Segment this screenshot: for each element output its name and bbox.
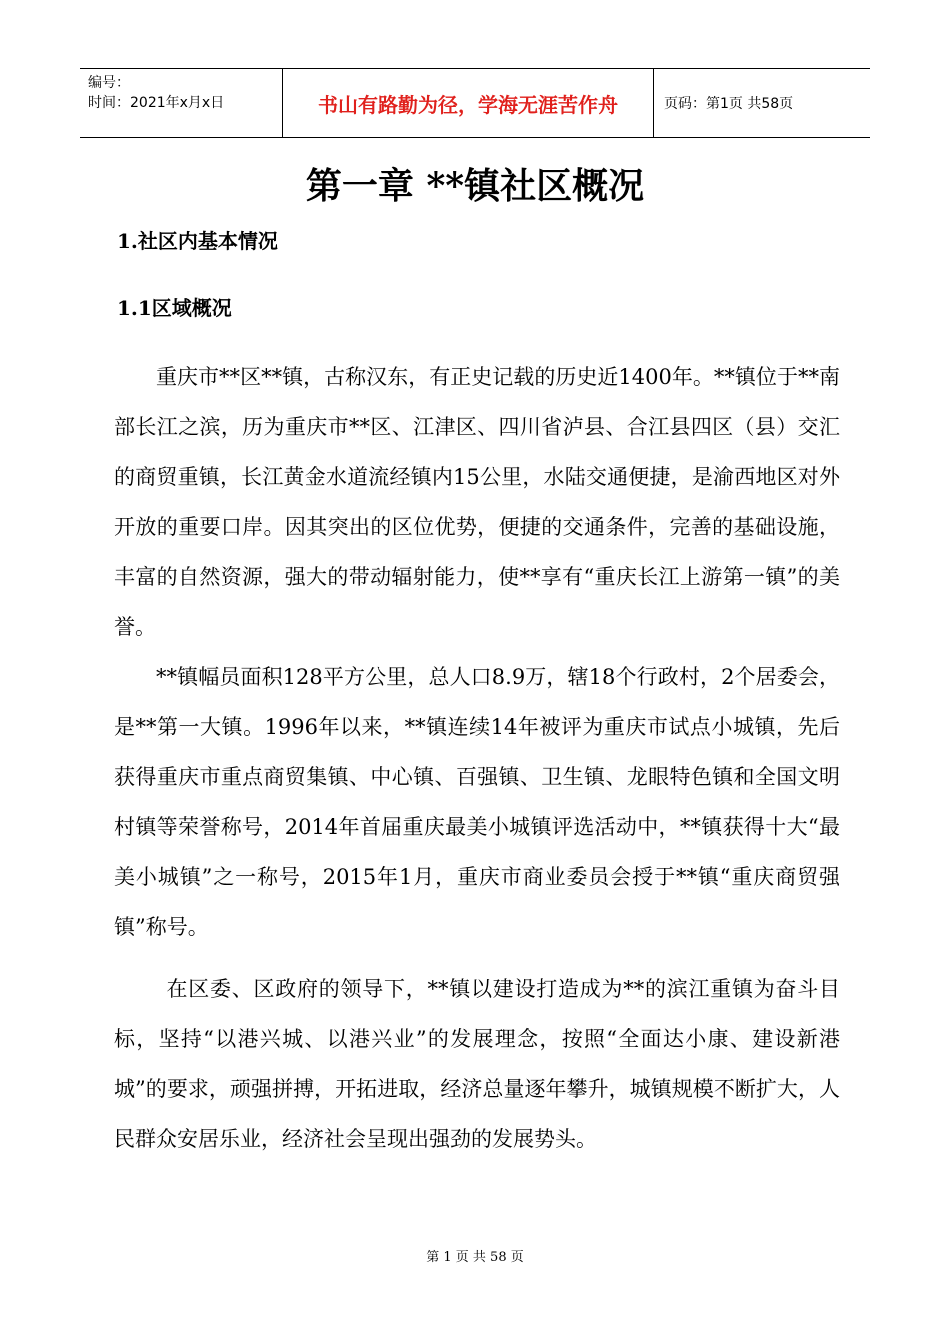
page-footer: 第 1 页 共 58 页: [426, 1250, 524, 1265]
body-paragraph: 重庆市**区**镇，古称汉东，有正史记载的历史近1400年。**镇位于**南部长江之滨，历为重庆市**区、江津区、四川省泸县、合江县四区（县）交汇的商贸重镇，长江黄金水道流经镇内15公里，水陆交通便捷，是渝西地区对外开放的重要口岸。因其突出的区位优势，便捷的交通条件，完善的基础设施，丰富的自然资源，强大的带动辐射能力，使**享有“重庆长江上游第一镇”的美誉。: [114, 365, 840, 639]
document-body: [114, 352, 840, 1164]
chapter-title: 第一章 **镇社区概况: [305, 165, 645, 207]
document-number-label: 编号：: [88, 75, 130, 91]
section-heading-1: 1.社区内基本情况: [117, 229, 278, 253]
document-date-label: 时间：2021年x月x日: [88, 95, 225, 111]
header-page-info: 页码：第1页 共58页: [664, 96, 794, 112]
document-header: [80, 68, 870, 138]
section-heading-1-1: 1.1区域概况: [117, 296, 232, 320]
header-motto: 书山有路勤为径，学海无涯苦作舟: [318, 92, 618, 117]
body-paragraph: 在区委、区政府的领导下，**镇以建设打造成为**的滨江重镇为奋斗目标，坚持“以港兴城、以港兴业”的发展理念，按照“全面达小康、建设新港城”的要求，顽强拼搏，开拓进取，经济总量逐年攀升，城镇规模不断扩大，人民群众安居乐业，经济社会呈现出强劲的发展势头。: [114, 977, 840, 1151]
body-paragraph: **镇幅员面积128平方公里，总人口8.9万，辖18个行政村，2个居委会，是**第一大镇。1996年以来，**镇连续14年被评为重庆市试点小城镇，先后获得重庆市重点商贸集镇、中心镇、百强镇、卫生镇、龙眼特色镇和全国文明村镇等荣誉称号，2014年首届重庆最美小城镇评选活动中，**镇获得十大“最美小城镇”之一称号，2015年1月，重庆市商业委员会授于**镇“重庆商贸强镇”称号。: [114, 665, 840, 939]
header-meta: [80, 69, 282, 137]
header-motto-cell: [282, 69, 654, 137]
